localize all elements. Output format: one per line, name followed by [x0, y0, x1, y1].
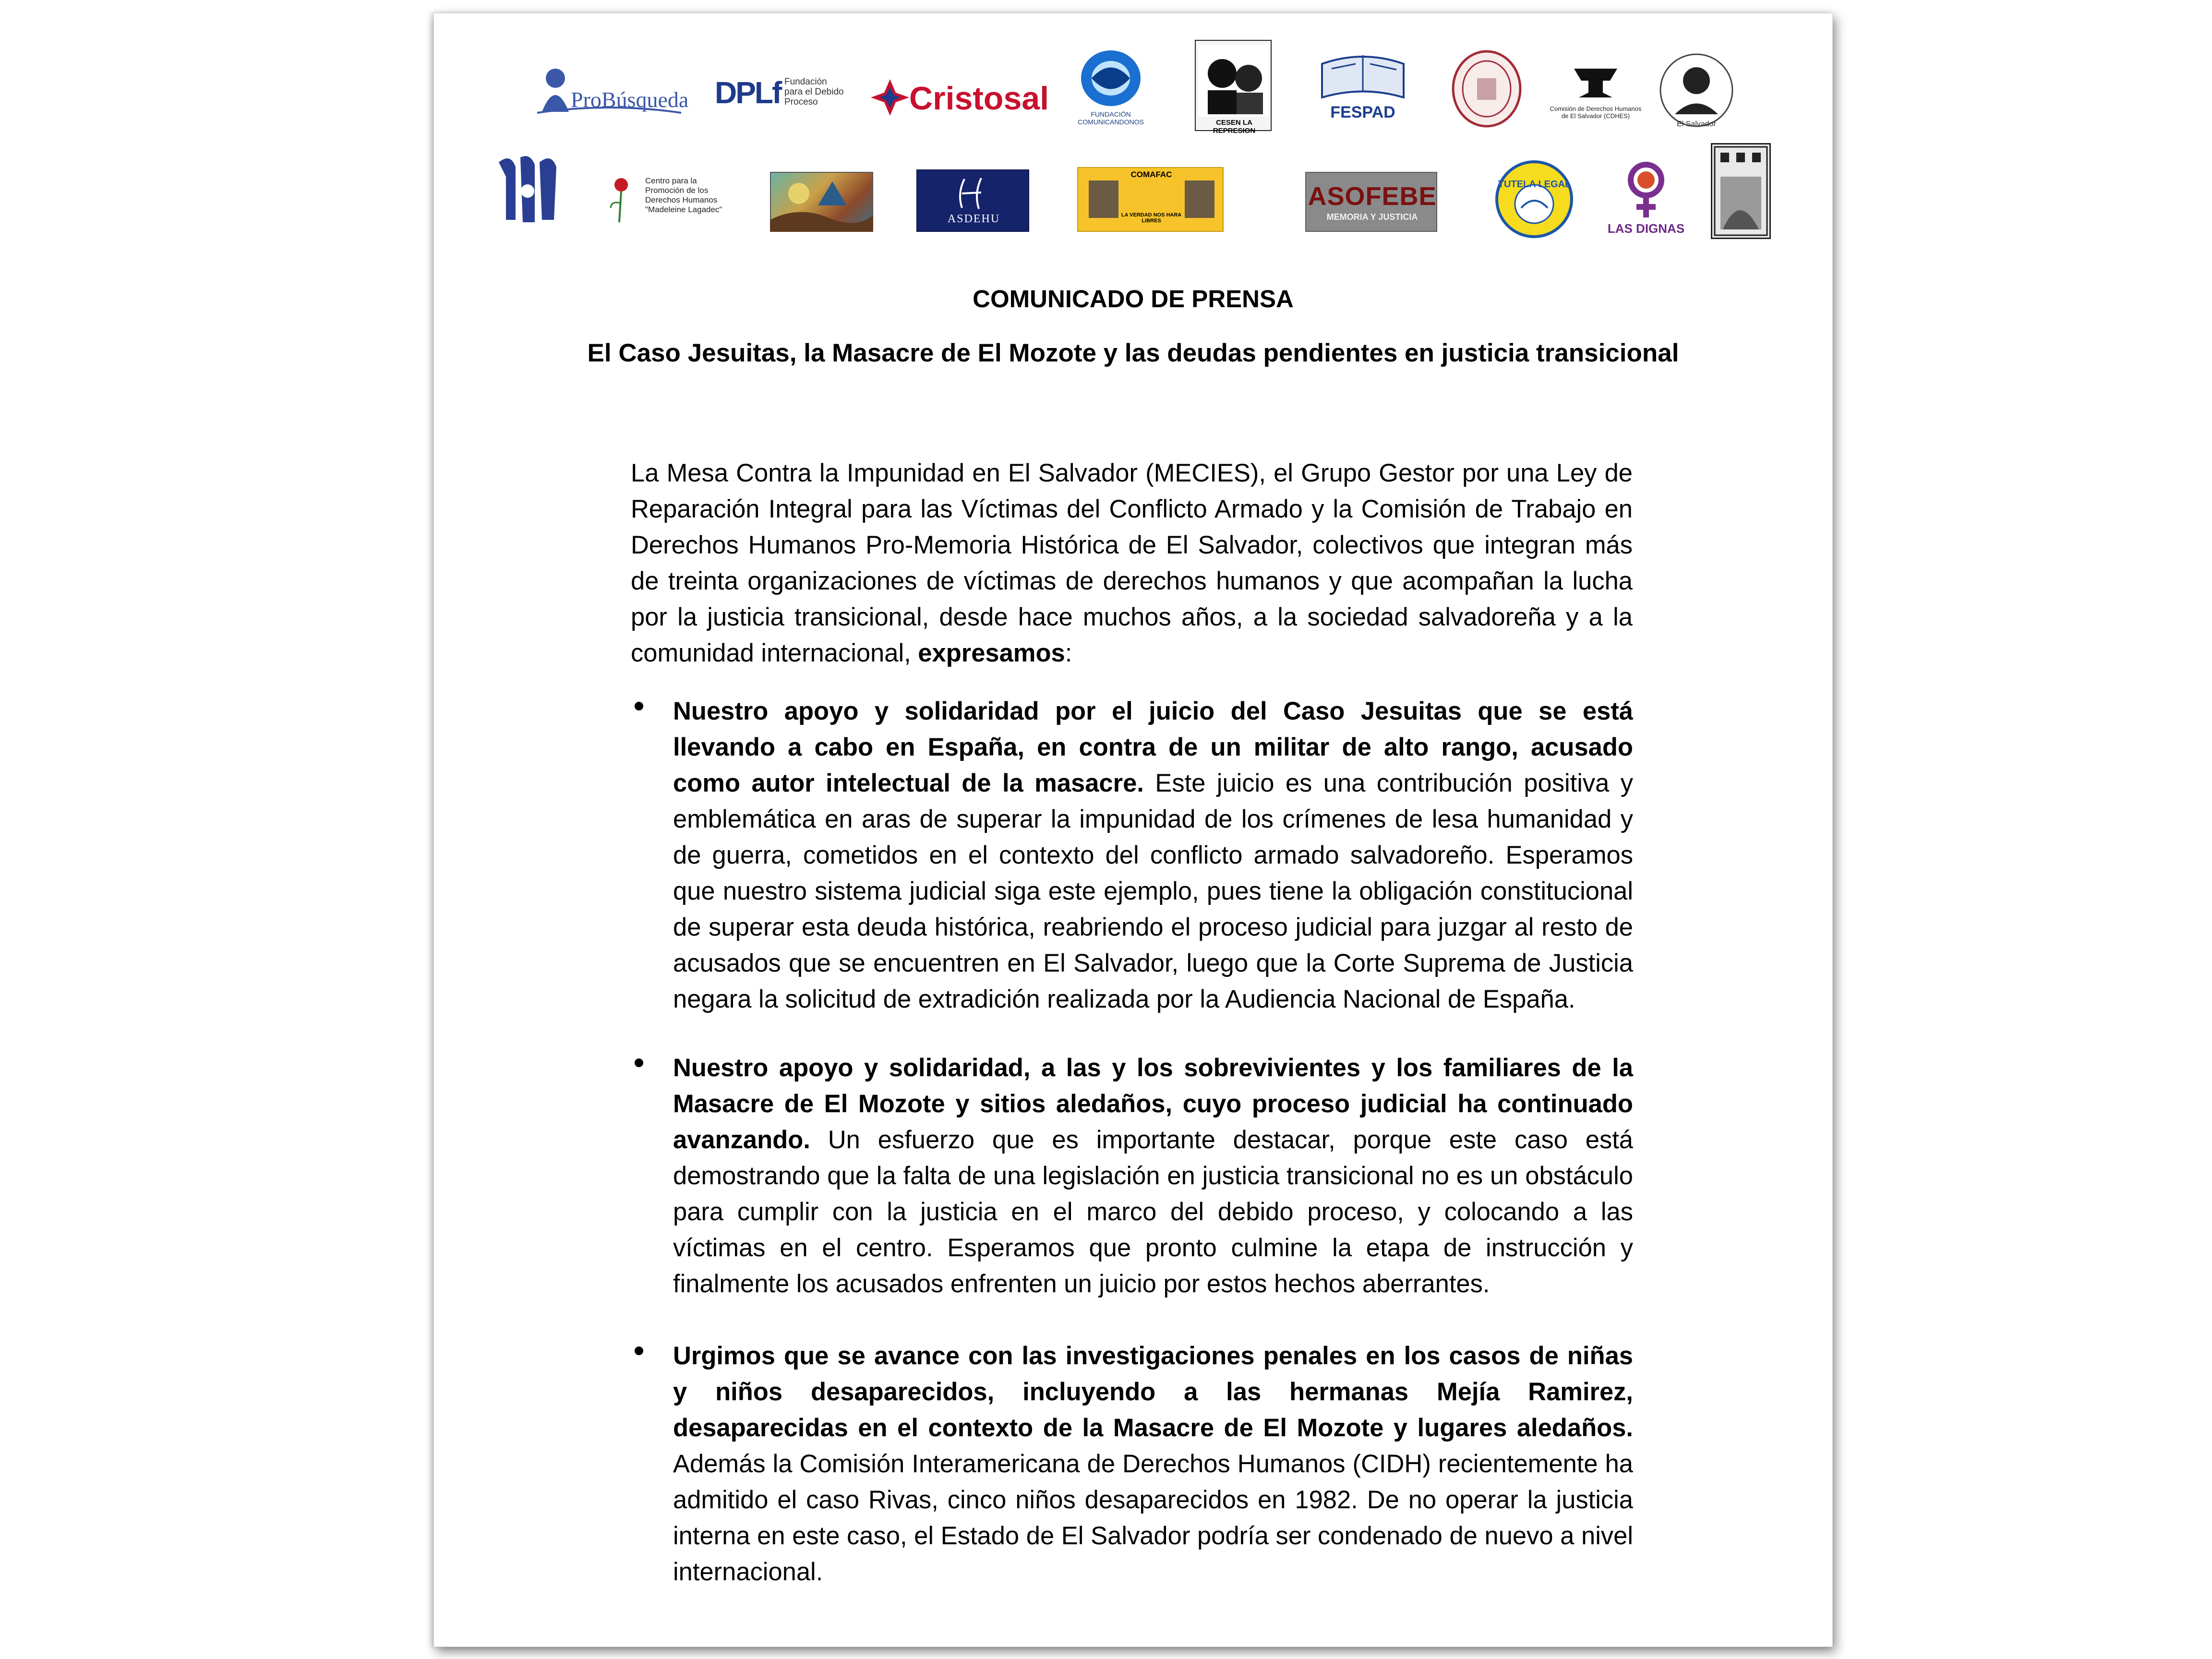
- tutela-legal-logo: TUTELA LEGAL: [1495, 160, 1574, 239]
- list-item-text: [673, 1050, 1633, 1302]
- press-release-subheading: El Caso Jesuitas, la Masacre de El Mozote y las deudas pendientes en justicia transicional: [587, 339, 1679, 367]
- fespad-logo: FESPAD: [1315, 49, 1411, 126]
- asofebe-logo: ASOFEBE MEMORIA Y JUSTICIA: [1305, 172, 1437, 232]
- list-item-bold: Nuestro apoyo y solidaridad por el juicio del Caso Jesuitas que se está llevando a cabo en España, en contra de un militar de alto rango, acusado como autor intelectual de la masacre.: [673, 697, 1633, 797]
- list-item-bold: Nuestro apoyo y solidaridad, a las y los sobrevivientes y los familiares de la Masacre de El Mozote y sitios aledaños, cuyo proceso judicial ha continuado avanzando.: [673, 1054, 1633, 1154]
- intro-bold-word: expresamos: [918, 639, 1065, 667]
- cdhes-logo: Comisión de Derechos Humanos de El Salvador (CDHES): [1548, 59, 1644, 131]
- bullet-icon: [635, 1058, 643, 1067]
- document-page: [433, 13, 1833, 1647]
- monsenor-romero-logo: El Salvador: [1656, 47, 1737, 133]
- organization-emblem-logo: [494, 153, 561, 227]
- las-dignas-logo: LAS DIGNAS: [1605, 160, 1687, 241]
- list-item-body: Además la Comisión Interamericana de Derechos Humanos (CIDH) recientemente ha admitido el caso Rivas, cinco niños desaparecidos en 1982. De no operar la justicia interna en este caso, el Estado de El Salvador podría ser condenado de nuevo a nivel internacional.: [673, 1450, 1633, 1586]
- rose-icon: [607, 174, 640, 227]
- intro-end: :: [1065, 639, 1072, 667]
- list-item-body: Un esfuerzo que es importante destacar, porque este caso está demostrando que la falta de una legislación en justicia transicional no es un obstáculo para cumplir con la justicia en el marco del debido proceso, y colocando a las víctimas en el centro. Esperamos que pronto culmine la etapa de instrucción y finalmente los acusados enfrenten un juicio por estos hechos aberrantes.: [673, 1126, 1633, 1298]
- comunicandonos-swirl-icon: [1077, 47, 1144, 109]
- intro-paragraph: [631, 455, 1633, 671]
- bullet-icon: [635, 702, 643, 710]
- mural-scene-icon: [770, 172, 873, 232]
- mural-logo: [770, 172, 873, 232]
- list-item-text: [673, 693, 1633, 1017]
- building-tower-icon: [1711, 143, 1771, 239]
- press-release-heading: COMUNICADO DE PRENSA: [973, 285, 1294, 313]
- comafac-photo-right: [1185, 180, 1214, 218]
- fespad-book-icon: [1317, 49, 1408, 102]
- fundacion-comunicandonos-logo: FUNDACIÓN COMUNICANDONOS: [1072, 47, 1149, 129]
- figures-emblem-icon: [494, 153, 561, 227]
- comafac-logo: COMAFAC LA VERDAD NOS HARA LIBRES: [1077, 167, 1224, 232]
- probusqueda-logo: ProBúsqueda: [537, 59, 681, 121]
- pueblos-piden-cese-represion-logo: CESEN LA REPRESION: [1195, 40, 1272, 131]
- cristosal-star-icon: [871, 78, 909, 117]
- bullet-icon: [635, 1346, 643, 1355]
- tutela-legal-seal-icon: [1495, 160, 1574, 239]
- list-item-bold: Urgimos que se avance con las investigaciones penales en los casos de niñas y niños desaparecidos, incluyendo a las hermanas Mejía Ramirez, desaparecidas en el contexto de la Masacre de El Mozote y lugares aledaños.: [673, 1342, 1633, 1442]
- dplf-logo: DPLf Fundación para el Debido Proceso: [715, 75, 844, 110]
- intro-text: La Mesa Contra la Impunidad en El Salvador (MECIES), el Grupo Gestor por una Ley de Reparación Integral para las Víctimas del Conflicto Armado y la Comisión de Trabajo en Derechos Humanos Pro-Memoria Histórica de El Salvador, colectivos que integran más de treinta organizaciones de víctimas de derechos humanos y que acompañan la lucha por la justicia transicional, desde hace muchos años, a la sociedad salvadoreña y a la comunidad internacional,: [631, 459, 1633, 667]
- cdhes-anvil-icon: [1569, 59, 1622, 100]
- asdehu-logo: ASDEHU: [916, 169, 1029, 232]
- asdehu-monogram-icon: [945, 174, 1003, 210]
- protest-faces-icon: [1198, 45, 1270, 117]
- building-emblem-logo: [1711, 143, 1771, 239]
- comafac-photo-left: [1089, 180, 1118, 218]
- list-item-text: [673, 1338, 1633, 1590]
- university-seal-icon: [1451, 49, 1523, 129]
- cristosal-logo: Cristosal: [871, 71, 1034, 124]
- list-item-body: Este juicio es una contribución positiva y emblemática en aras de superar la impunidad de los crímenes de lesa humanidad y de guerra, cometidos en el contexto del conflicto armado salvadoreño. Esperamos que nuestro sistema judicial siga este ejemplo, pues tiene la obligación constitucional de superar esta deuda histórica, reabriendo el proceso judicial para juzgar al resto de acusados que se encuentren en El Salvador, luego que la Corte Suprema de Justicia negara la solicitud de extradición realizada por la Audiencia Nacional de España.: [673, 769, 1633, 1013]
- madeleine-lagadec-logo: Centro para la Promoción de los Derechos Humanos "Madeleine Lagadec": [607, 174, 732, 227]
- female-symbol-icon: [1627, 160, 1665, 220]
- university-seal-logo: [1451, 49, 1523, 129]
